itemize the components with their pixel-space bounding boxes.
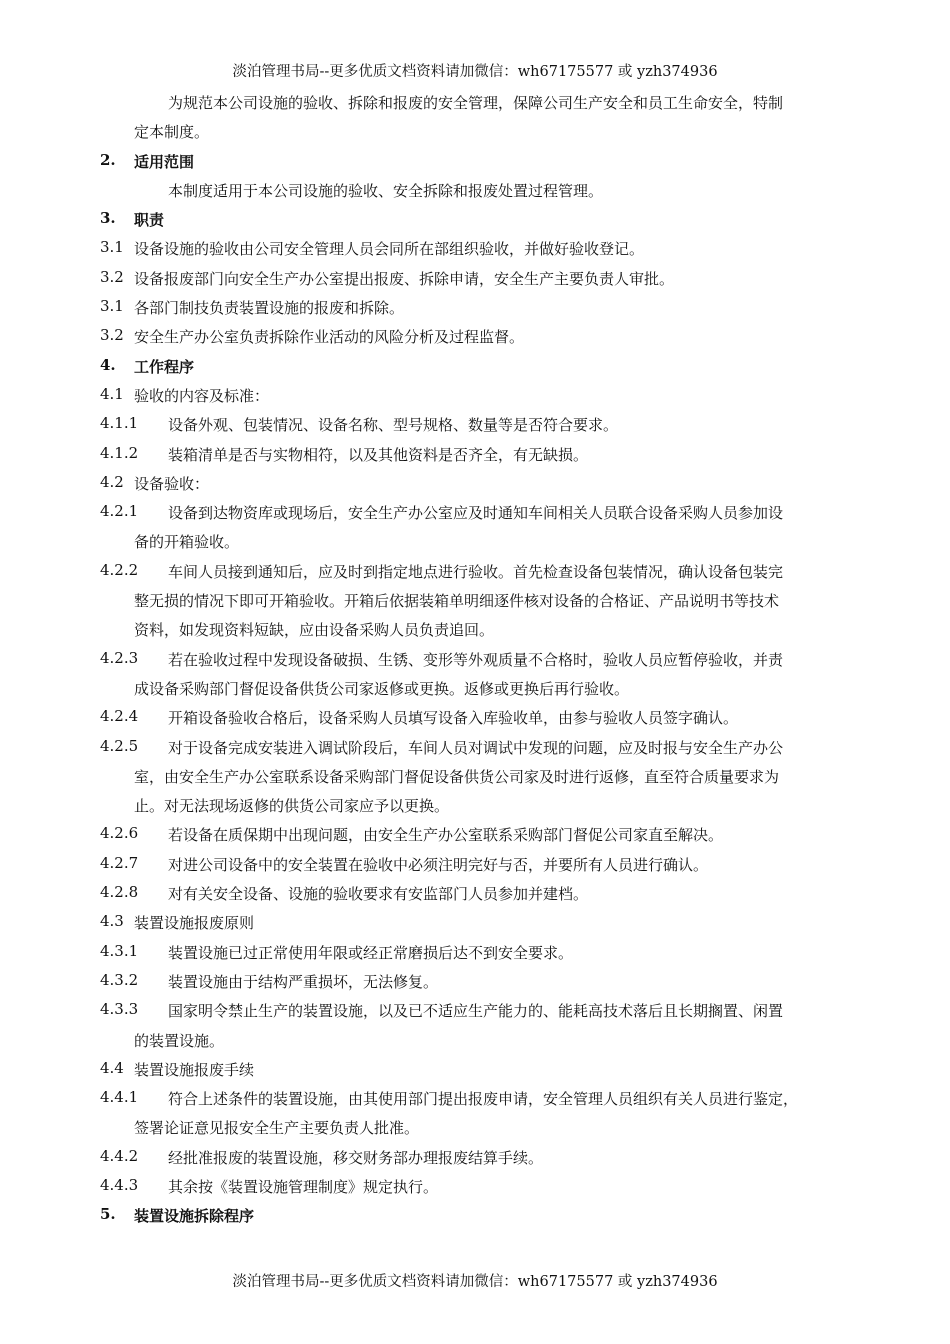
document-body xyxy=(0,88,950,1231)
clause-number: 3.2 xyxy=(100,326,124,345)
clause-text: 对于设备完成安装进入调试阶段后，车间人员对调试中发现的问题，应及时报与安全生产办公 xyxy=(168,738,784,757)
clause-number: 4.2.1 xyxy=(100,502,139,521)
clause-continuation xyxy=(0,586,950,615)
clause-row xyxy=(0,703,950,732)
clause-text: 其余按《装置设施管理制度》规定执行。 xyxy=(168,1177,439,1196)
clause-row xyxy=(0,498,950,527)
subsection-number: 4.2 xyxy=(100,472,124,491)
clause-text: 资料，如发现资料短缺，应由设备采购人员负责追回。 xyxy=(134,621,495,640)
clause-continuation xyxy=(0,1026,950,1055)
clause-text: 安全生产办公室负责拆除作业活动的风险分析及过程监督。 xyxy=(134,328,525,347)
clause-number: 4.3.3 xyxy=(100,1000,139,1019)
clause-continuation xyxy=(0,527,950,556)
clause-row xyxy=(0,820,950,849)
subsection-number: 4.1 xyxy=(100,384,124,403)
section-heading-procedure xyxy=(0,352,950,381)
clause-text: 备的开箱验收。 xyxy=(134,533,240,552)
clause-text: 装置设施由于结构严重损坏，无法修复。 xyxy=(168,972,439,991)
clause-number: 4.1.2 xyxy=(100,443,139,462)
purpose-paragraph-line-2 xyxy=(0,117,950,146)
clause-text: 签署论证意见报安全生产主要负责人批准。 xyxy=(134,1119,420,1138)
clause-row xyxy=(0,967,950,996)
clause-number: 4.1.1 xyxy=(100,414,139,433)
subsection-title: 装置设施报废手续 xyxy=(134,1060,255,1079)
clause-text: 止。对无法现场返修的供货公司家应予以更换。 xyxy=(134,797,450,816)
clause-text: 若在验收过程中发现设备破损、生锈、变形等外观质量不合格时，验收人员应暂停验收，并责 xyxy=(168,650,784,669)
clause-text: 整无损的情况下即可开箱验收。开箱后依据装箱单明细逐件核对设备的合格证、产品说明书等技术 xyxy=(134,592,780,611)
clause-number: 4.2.8 xyxy=(100,883,139,902)
section-heading-duties xyxy=(0,205,950,234)
subsection-heading xyxy=(0,908,950,937)
clause-continuation xyxy=(0,762,950,791)
section-title: 职责 xyxy=(134,211,165,230)
section-number: 4. xyxy=(100,355,116,374)
clause-text: 室，由安全生产办公室联系设备采购部门督促设备供货公司家及时进行返修，直至符合质量要求为 xyxy=(134,767,780,786)
purpose-text: 定本制度。 xyxy=(134,123,210,142)
clause-row xyxy=(0,733,950,762)
clause-row xyxy=(0,1143,950,1172)
clause-row xyxy=(0,996,950,1025)
clause-text: 设备设施的验收由公司安全管理人员会同所在部组织验收，并做好验收登记。 xyxy=(134,240,645,259)
clause-row xyxy=(0,645,950,674)
clause-row xyxy=(0,293,950,322)
clause-text: 国家明令禁止生产的装置设施，以及已不适应生产能力的、能耗高技术落后且长期搁置、闲置 xyxy=(168,1002,784,1021)
subsection-heading xyxy=(0,469,950,498)
clause-number: 4.4.2 xyxy=(100,1146,139,1165)
clause-row xyxy=(0,322,950,351)
clause-row xyxy=(0,1084,950,1113)
clause-row xyxy=(0,850,950,879)
section-heading-demolition xyxy=(0,1201,950,1230)
clause-number: 4.4.3 xyxy=(100,1175,139,1194)
clause-text: 成设备采购部门督促设备供货公司家返修或更换。返修或更换后再行验收。 xyxy=(134,679,630,698)
clause-number: 4.3.2 xyxy=(100,970,139,989)
clause-number: 4.3.1 xyxy=(100,941,139,960)
clause-row xyxy=(0,879,950,908)
clause-continuation xyxy=(0,1113,950,1142)
purpose-text: 为规范本公司设施的验收、拆除和报废的安全管理，保障公司生产安全和员工生命安全，特制 xyxy=(168,94,784,112)
clause-row xyxy=(0,557,950,586)
clause-continuation xyxy=(0,615,950,644)
clause-text: 的装置设施。 xyxy=(134,1031,225,1050)
clause-text: 车间人员接到通知后，应及时到指定地点进行验收。首先检查设备包装情况，确认设备包装完 xyxy=(168,562,784,581)
clause-text: 设备外观、包装情况、设备名称、型号规格、数量等是否符合要求。 xyxy=(168,416,619,435)
clause-number: 4.4.1 xyxy=(100,1088,139,1107)
clause-number: 3.1 xyxy=(100,297,124,316)
clause-text: 若设备在质保期中出现问题，由安全生产办公室联系采购部门督促公司家直至解决。 xyxy=(168,826,724,845)
clause-row xyxy=(0,440,950,469)
section-title: 工作程序 xyxy=(134,357,195,376)
page-header: 淡泊管理书局--更多优质文档资料请加微信：wh67175577 或 yzh374936 xyxy=(232,64,718,80)
clause-text: 符合上述条件的装置设施，由其使用部门提出报废申请，安全管理人员组织有关人员进行鉴定， xyxy=(168,1090,799,1109)
clause-text: 经批准报废的装置设施，移交财务部办理报废结算手续。 xyxy=(168,1148,544,1167)
clause-text: 设备到达物资库或现场后，安全生产办公室应及时通知车间相关人员联合设备采购人员参加设 xyxy=(168,504,784,523)
section-number: 3. xyxy=(100,209,116,228)
clause-text: 对有关安全设备、设施的验收要求有安监部门人员参加并建档。 xyxy=(168,885,589,904)
clause-row xyxy=(0,1172,950,1201)
page-footer: 淡泊管理书局--更多优质文档资料请加微信：wh67175577 或 yzh374936 xyxy=(232,1274,718,1290)
clause-number: 4.2.5 xyxy=(100,736,139,755)
subsection-number: 4.4 xyxy=(100,1058,124,1077)
clause-text: 开箱设备验收合格后，设备采购人员填写设备入库验收单，由参与验收人员签字确认。 xyxy=(168,709,739,728)
clause-number: 4.2.7 xyxy=(100,853,139,872)
clause-number: 4.2.3 xyxy=(100,648,139,667)
clause-continuation xyxy=(0,791,950,820)
clause-number: 3.2 xyxy=(100,267,124,286)
clause-number: 4.2.2 xyxy=(100,560,139,579)
subsection-title: 验收的内容及标准： xyxy=(134,386,270,405)
section-title: 装置设施拆除程序 xyxy=(134,1207,255,1226)
clause-row xyxy=(0,264,950,293)
section-number: 5. xyxy=(100,1205,116,1224)
clause-number: 3.1 xyxy=(100,238,124,257)
subsection-title: 装置设施报废原则 xyxy=(134,914,255,933)
clause-continuation xyxy=(0,674,950,703)
clause-row xyxy=(0,938,950,967)
section-title: 适用范围 xyxy=(134,152,195,171)
clause-text: 装箱清单是否与实物相符，以及其他资料是否齐全，有无缺损。 xyxy=(168,445,589,464)
section-number: 2. xyxy=(100,150,116,169)
subsection-heading xyxy=(0,381,950,410)
clause-text: 对进公司设备中的安全装置在验收中必须注明完好与否，并要所有人员进行确认。 xyxy=(168,855,709,874)
subsection-title: 设备验收： xyxy=(134,474,210,493)
scope-text: 本制度适用于本公司设施的验收、安全拆除和报废处置过程管理。 xyxy=(168,181,604,200)
clause-text: 设备报废部门向安全生产办公室提出报废、拆除申请，安全生产主要负责人审批。 xyxy=(134,269,675,288)
clause-text: 各部门制技负责装置设施的报废和拆除。 xyxy=(134,299,405,318)
clause-row xyxy=(0,234,950,263)
clause-number: 4.2.6 xyxy=(100,824,139,843)
clause-text: 装置设施已过正常使用年限或经正常磨损后达不到安全要求。 xyxy=(168,943,574,962)
purpose-paragraph-line-1 xyxy=(0,88,950,117)
section-heading-scope xyxy=(0,147,950,176)
subsection-heading xyxy=(0,1055,950,1084)
clause-row xyxy=(0,410,950,439)
clause-number: 4.2.4 xyxy=(100,707,139,726)
scope-paragraph xyxy=(0,176,950,205)
subsection-number: 4.3 xyxy=(100,912,124,931)
